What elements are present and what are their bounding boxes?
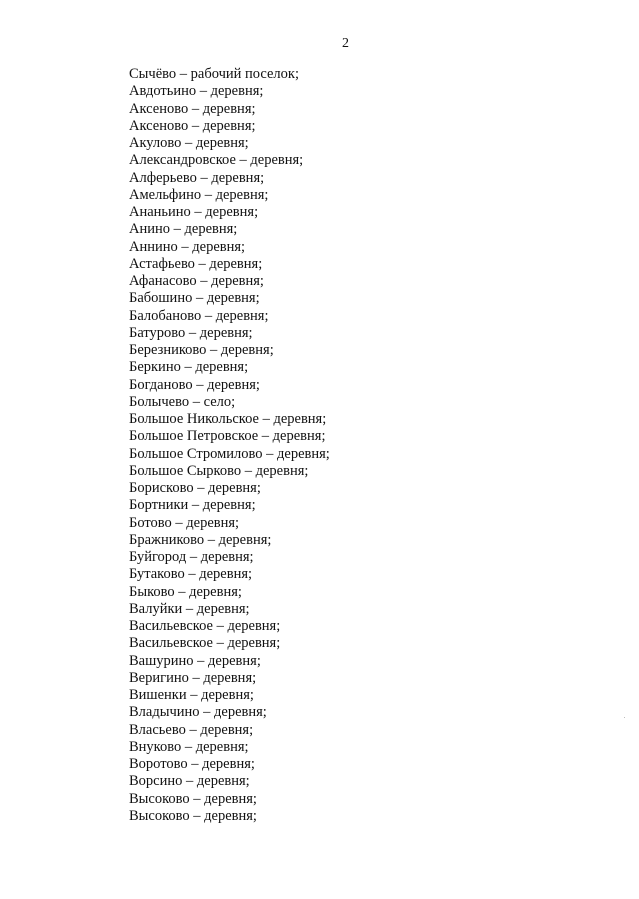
- settlement-entry: Акулово – деревня;: [129, 135, 249, 151]
- settlement-entry: Балобаново – деревня;: [129, 307, 269, 324]
- page-number: 2: [342, 36, 349, 51]
- settlement-entry: Сычёво – рабочий поселок;: [129, 66, 299, 82]
- settlement-entry: Вишенки – деревня;: [129, 687, 254, 703]
- settlement-entry: Бутаково – деревня;: [129, 566, 253, 583]
- settlement-entry: Васильевское – деревня;: [129, 635, 281, 652]
- settlement-entry: Аннино – деревня;: [129, 238, 246, 255]
- settlement-entry: Аксеново – деревня;: [129, 100, 256, 117]
- settlement-entry: Березниково – деревня;: [129, 342, 274, 358]
- settlement-entry: Ананьино – деревня;: [129, 204, 259, 220]
- settlement-entry: Богданово – деревня;: [129, 376, 260, 393]
- settlement-entry: Анино – деревня;: [129, 221, 238, 238]
- settlement-entry: Большое Петровское – деревня;: [129, 428, 326, 445]
- settlement-entry: Батурово – деревня;: [129, 324, 253, 341]
- settlement-entry: Вашурино – деревня;: [129, 652, 261, 669]
- settlement-entry: Воротово – деревня;: [129, 756, 255, 772]
- settlement-entry: Большое Никольское – деревня;: [129, 411, 327, 427]
- settlement-entry: Афанасово – деревня;: [129, 273, 264, 289]
- scan-speck: [624, 717, 625, 718]
- settlement-entry: Ворсино – деревня;: [129, 773, 250, 790]
- settlement-entry: Бабошино – деревня;: [129, 290, 260, 307]
- settlement-entry: Большое Стромилово – деревня;: [129, 445, 330, 462]
- settlement-entry: Веригино – деревня;: [129, 669, 257, 686]
- settlement-entry: Аксеново – деревня;: [129, 117, 256, 134]
- settlement-entry: Александровское – деревня;: [129, 152, 304, 169]
- settlement-entry: Буйгород – деревня;: [129, 549, 254, 565]
- settlement-entry: Бортники – деревня;: [129, 497, 256, 514]
- settlement-entry: Валуйки – деревня;: [129, 600, 250, 617]
- settlement-entry: Большое Сырково – деревня;: [129, 462, 309, 479]
- settlement-entry: Власьево – деревня;: [129, 721, 254, 738]
- settlement-entry: Алферьево – деревня;: [129, 169, 265, 186]
- settlement-entry: Болычево – село;: [129, 393, 236, 410]
- settlement-entry: Васильевское – деревня;: [129, 618, 281, 634]
- settlement-entry: Внуково – деревня;: [129, 738, 249, 755]
- settlement-entry: Ботово – деревня;: [129, 514, 240, 531]
- settlement-entry: Быково – деревня;: [129, 583, 242, 600]
- settlement-entry: Астафьево – деревня;: [129, 255, 263, 272]
- settlement-entry: Бражниково – деревня;: [129, 531, 272, 548]
- settlement-entry: Беркино – деревня;: [129, 359, 249, 376]
- settlement-list: [129, 66, 330, 825]
- settlement-entry: Владычино – деревня;: [129, 704, 267, 721]
- settlement-entry: Борисково – деревня;: [129, 480, 261, 496]
- settlement-entry: Высоково – деревня;: [129, 790, 257, 807]
- settlement-entry: Амельфино – деревня;: [129, 186, 269, 203]
- settlement-entry: Авдотьино – деревня;: [129, 83, 264, 100]
- settlement-entry: Высоково – деревня;: [129, 807, 257, 824]
